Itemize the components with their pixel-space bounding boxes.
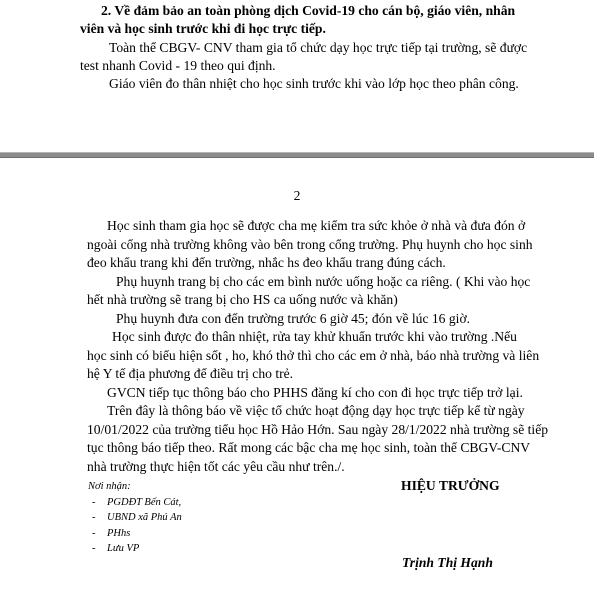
body-line: tục thông báo tiếp theo. Rất mong các bậc cha mẹ học sinh, toàn thể CBGV-CNV xyxy=(87,440,531,455)
page-separator xyxy=(0,152,594,158)
list-bullet: - xyxy=(92,512,96,523)
paragraph-line: Toàn thể CBGV- CNV tham gia tổ chức dạy học trực tiếp tại trường, sẽ được xyxy=(109,40,528,55)
section-heading-line1: 2. Về đảm bảo an toàn phòng dịch Covid-19 cho cán bộ, giáo viên, nhân xyxy=(101,3,516,18)
body-line: Trên đây là thông báo về việc tổ chức hoạt động dạy học trực tiếp kể từ ngày xyxy=(107,403,525,418)
recipient-item: PGDĐT Bến Cát, xyxy=(107,497,182,508)
body-line: học sinh có biểu hiện sốt , ho, khó thở thì cho các em ở nhà, báo nhà trường và liên xyxy=(87,348,540,363)
recipient-item: UBND xã Phú An xyxy=(107,512,182,523)
body-line: nhà trường thực hiện tốt các yêu cầu như trên./. xyxy=(87,459,345,474)
body-line: Phụ huynh trang bị cho các em bình nước uống hoặc ca riêng. ( Khi vào học xyxy=(116,274,531,289)
signer-name: Trịnh Thị Hạnh xyxy=(402,555,493,570)
body-line: đeo khẩu trang khi đến trường, nhắc hs đeo khẩu trang đúng cách. xyxy=(87,255,446,270)
body-line: Học sinh tham gia học sẽ được cha mẹ kiểm tra sức khỏe ở nhà và đưa đón ở xyxy=(107,218,526,233)
list-bullet: - xyxy=(92,528,96,539)
list-bullet: - xyxy=(92,543,96,554)
list-bullet: - xyxy=(92,497,96,508)
body-line: Học sinh được đo thân nhiệt, rửa tay khử khuẩn trước khi vào trường .Nếu xyxy=(112,329,517,344)
body-line: hết nhà trường sẽ trang bị cho HS ca uống nước và khăn) xyxy=(87,292,398,307)
recipients-label: Nơi nhận: xyxy=(88,481,131,492)
recipient-item: PHhs xyxy=(107,528,131,539)
body-line: hệ Y tế địa phương để điều trị cho trẻ. xyxy=(87,366,294,381)
body-line: GVCN tiếp tục thông báo cho PHHS đăng kí cho con đi học trực tiếp trở lại. xyxy=(107,385,523,400)
body-line: ngoài cổng nhà trường không vào bên trong cổng trường. Phụ huynh cho học sinh xyxy=(87,237,533,252)
section-heading-line2: viên và học sinh trước khi đi học trực tiếp. xyxy=(80,21,326,36)
recipient-item: Lưu VP xyxy=(107,543,140,554)
body-line: 10/01/2022 của trường tiểu học Hồ Hảo Hớn. Sau ngày 28/1/2022 nhà trường sẽ tiếp xyxy=(87,422,549,437)
signer-title: HIỆU TRƯỞNG xyxy=(401,478,500,493)
paragraph-line: Giáo viên đo thân nhiệt cho học sinh trước khi vào lớp học theo phân công. xyxy=(109,76,519,91)
paragraph-line: test nhanh Covid - 19 theo qui định. xyxy=(80,58,276,73)
page-number: 2 xyxy=(293,188,301,203)
body-line: Phụ huynh đưa con đến trường trước 6 giờ 45; đón về lúc 16 giờ. xyxy=(116,311,471,326)
